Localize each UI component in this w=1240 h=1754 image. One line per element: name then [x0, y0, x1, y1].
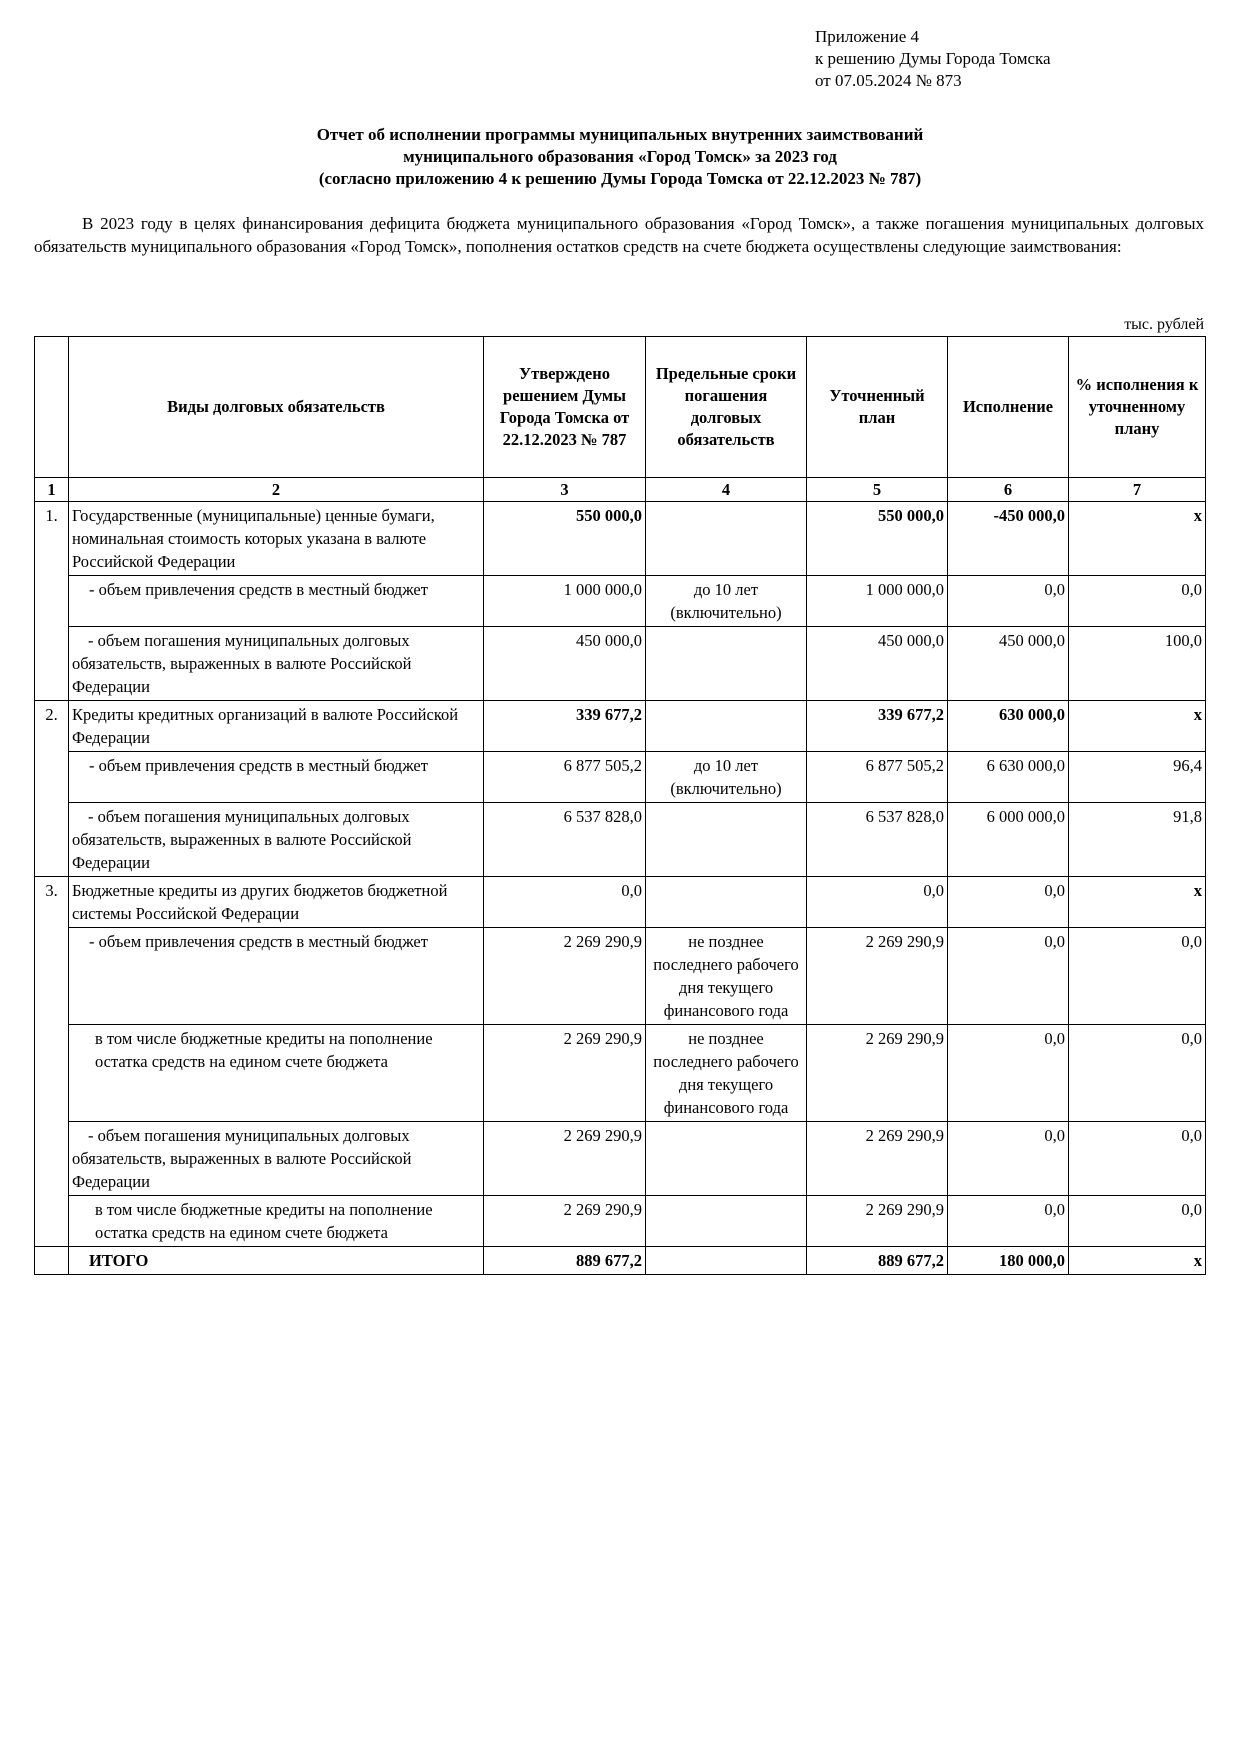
column-number: 1	[35, 478, 69, 502]
row-exec: 6 630 000,0	[948, 752, 1069, 803]
row-term: не позднее последнего рабочего дня текущего финансового года	[646, 1025, 807, 1122]
table-row	[35, 928, 1206, 1025]
row-approved: 6 537 828,0	[484, 803, 646, 877]
table-row	[35, 627, 1206, 701]
total-pct: x	[1069, 1247, 1206, 1275]
row-plan: 2 269 290,9	[807, 1122, 948, 1196]
row-pct: x	[1069, 701, 1206, 752]
table-row	[35, 576, 1206, 627]
row-approved: 550 000,0	[484, 502, 646, 576]
title-line-2: муниципального образования «Город Томск» за 2023 год	[403, 147, 837, 166]
total-term	[646, 1247, 807, 1275]
row-pct: 0,0	[1069, 576, 1206, 627]
row-term	[646, 877, 807, 928]
row-pct: 0,0	[1069, 1025, 1206, 1122]
row-exec: 450 000,0	[948, 627, 1069, 701]
table-row-section-2	[35, 701, 1206, 752]
table-row	[35, 1122, 1206, 1196]
row-name: Бюджетные кредиты из других бюджетов бюджетной системы Российской Федерации	[69, 877, 484, 928]
header-debt-type: Виды долговых обязательств	[69, 337, 484, 478]
row-plan: 550 000,0	[807, 502, 948, 576]
row-approved: 450 000,0	[484, 627, 646, 701]
row-term: не позднее последнего рабочего дня текущего финансового года	[646, 928, 807, 1025]
total-index	[35, 1247, 69, 1275]
row-exec: -450 000,0	[948, 502, 1069, 576]
row-name: в том числе бюджетные кредиты на пополнение остатка средств на едином счете бюджета	[69, 1025, 484, 1122]
row-name: в том числе бюджетные кредиты на пополнение остатка средств на едином счете бюджета	[69, 1196, 484, 1247]
row-name: - объем погашения муниципальных долговых обязательств, выраженных в валюте Российской Федерации	[69, 627, 484, 701]
row-exec: 0,0	[948, 877, 1069, 928]
table-row	[35, 752, 1206, 803]
row-plan: 450 000,0	[807, 627, 948, 701]
row-plan: 1 000 000,0	[807, 576, 948, 627]
row-name: - объем привлечения средств в местный бюджет	[69, 576, 484, 627]
row-approved: 2 269 290,9	[484, 1122, 646, 1196]
row-name: - объем погашения муниципальных долговых обязательств, выраженных в валюте Российской Федерации	[69, 803, 484, 877]
row-plan: 0,0	[807, 877, 948, 928]
column-number: 2	[69, 478, 484, 502]
appendix-line-1: Приложение 4	[815, 27, 919, 46]
row-exec: 0,0	[948, 1196, 1069, 1247]
row-term: до 10 лет (включительно)	[646, 752, 807, 803]
row-plan: 339 677,2	[807, 701, 948, 752]
row-exec: 6 000 000,0	[948, 803, 1069, 877]
row-pct: 100,0	[1069, 627, 1206, 701]
row-index: 3.	[35, 877, 69, 1247]
row-approved: 2 269 290,9	[484, 928, 646, 1025]
header-execution-percent: % исполнения к уточненному плану	[1069, 337, 1206, 478]
row-pct: 0,0	[1069, 1196, 1206, 1247]
title-line-3: (согласно приложению 4 к решению Думы Города Томска от 22.12.2023 № 787)	[318, 169, 922, 188]
row-term	[646, 803, 807, 877]
total-exec: 180 000,0	[948, 1247, 1069, 1275]
row-term	[646, 502, 807, 576]
row-index: 1.	[35, 502, 69, 701]
row-approved: 1 000 000,0	[484, 576, 646, 627]
table-row	[35, 803, 1206, 877]
document-title	[40, 124, 1200, 190]
column-number: 5	[807, 478, 948, 502]
row-name: - объем погашения муниципальных долговых обязательств, выраженных в валюте Российской Федерации	[69, 1122, 484, 1196]
table-row-section-3	[35, 877, 1206, 928]
row-plan: 2 269 290,9	[807, 1196, 948, 1247]
row-plan: 6 537 828,0	[807, 803, 948, 877]
row-approved: 0,0	[484, 877, 646, 928]
header-execution: Исполнение	[948, 337, 1069, 478]
appendix-line-3: от 07.05.2024 № 873	[815, 71, 962, 90]
row-pct: 0,0	[1069, 928, 1206, 1025]
total-label: ИТОГО	[69, 1247, 484, 1275]
row-approved: 2 269 290,9	[484, 1025, 646, 1122]
row-name: Государственные (муниципальные) ценные бумаги, номинальная стоимость которых указана в валюте Российской Федерации	[69, 502, 484, 576]
units-label: тыс. рублей	[1124, 316, 1204, 333]
row-term	[646, 701, 807, 752]
row-exec: 0,0	[948, 1025, 1069, 1122]
row-approved: 6 877 505,2	[484, 752, 646, 803]
row-exec: 0,0	[948, 928, 1069, 1025]
row-exec: 630 000,0	[948, 701, 1069, 752]
row-exec: 0,0	[948, 1122, 1069, 1196]
table-row	[35, 1196, 1206, 1247]
row-plan: 2 269 290,9	[807, 928, 948, 1025]
row-term: до 10 лет (включительно)	[646, 576, 807, 627]
header-repayment-term: Предельные сроки погашения долговых обязательств	[646, 337, 807, 478]
table-row	[35, 1025, 1206, 1122]
column-number: 4	[646, 478, 807, 502]
header-revised-plan: Уточненный план	[807, 337, 948, 478]
row-pct: 96,4	[1069, 752, 1206, 803]
total-approved: 889 677,2	[484, 1247, 646, 1275]
row-pct: x	[1069, 877, 1206, 928]
header-approved: Утверждено решением Думы Города Томска от 22.12.2023 № 787	[484, 337, 646, 478]
appendix-line-2: к решению Думы Города Томска	[815, 49, 1051, 68]
table-row-section-1	[35, 502, 1206, 576]
header-col-1	[35, 337, 69, 478]
total-plan: 889 677,2	[807, 1247, 948, 1275]
row-pct: 91,8	[1069, 803, 1206, 877]
row-pct: x	[1069, 502, 1206, 576]
table-row-total	[35, 1247, 1206, 1275]
row-term	[646, 1196, 807, 1247]
row-pct: 0,0	[1069, 1122, 1206, 1196]
column-number-row	[35, 478, 1206, 502]
row-name: - объем привлечения средств в местный бюджет	[69, 752, 484, 803]
borrowings-table	[34, 336, 1206, 1275]
row-approved: 339 677,2	[484, 701, 646, 752]
header-row	[35, 337, 1206, 478]
row-term	[646, 627, 807, 701]
row-term	[646, 1122, 807, 1196]
column-number: 3	[484, 478, 646, 502]
row-plan: 6 877 505,2	[807, 752, 948, 803]
appendix-block	[815, 26, 1051, 92]
title-line-1: Отчет об исполнении программы муниципальных внутренних заимствований	[316, 125, 924, 144]
row-name: Кредиты кредитных организаций в валюте Российской Федерации	[69, 701, 484, 752]
column-number: 6	[948, 478, 1069, 502]
row-approved: 2 269 290,9	[484, 1196, 646, 1247]
row-plan: 2 269 290,9	[807, 1025, 948, 1122]
column-number: 7	[1069, 478, 1206, 502]
row-name: - объем привлечения средств в местный бюджет	[69, 928, 484, 1025]
row-index: 2.	[35, 701, 69, 877]
intro-paragraph: В 2023 году в целях финансирования дефицита бюджета муниципального образования «Город Томск», а также погашения муниципальных долговых обязательств муниципального образования «Город Томск», пополнения остатков средств на счете бюджета осуществлены следующие заимствования:	[34, 214, 1204, 256]
row-exec: 0,0	[948, 576, 1069, 627]
